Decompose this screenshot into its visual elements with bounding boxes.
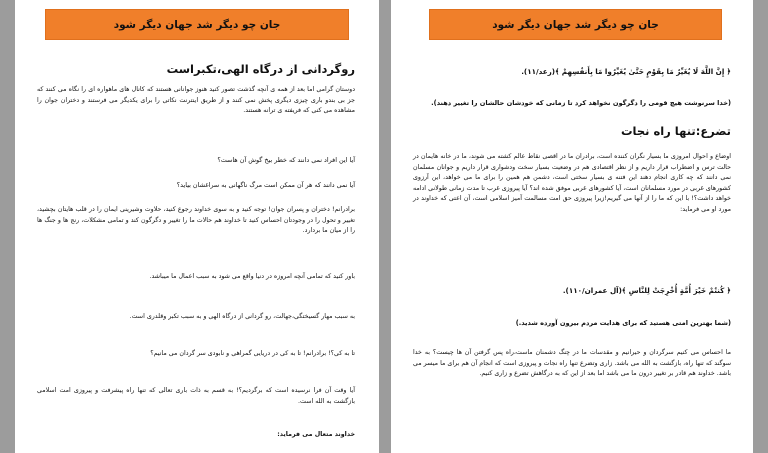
right-page-banner: جان چو دیگر شد جهان دیگر شود <box>429 9 722 40</box>
right-page <box>391 0 753 453</box>
right-paragraph-2: ما احساس می کنیم سرگردان و حیرانیم و مقدسات ما در چنگ دشمنان ماست،راه پس گرفتن آن ها چیست؟ به خدا سوگند که تنها راه، بازگشت به الله می باشد. زاری وتضرع تنها راه نجات و پیروزی است که انجام آن هم برای ما میسر می باشد. خداوند هم قادر بر تغییر درون ما می باشد اما بعد از این که به درگاهش تضرع و زاری کنیم. <box>413 349 731 377</box>
left-paragraph-6: آیا وقت آن فرا نرسیده است که برگردیم؟! به قسم به ذات باری تعالی که تنها راه پیشرفت و پیروزی امت اسلامی بازگشت به الله است. <box>37 387 355 405</box>
left-paragraph-3: باور کنید که تمامی آنچه امروزه در دنیا واقع می شود به سبب اعمال ما میباشد. <box>149 273 355 280</box>
right-page-heading: تضرع:تنها راه نجات <box>620 124 731 138</box>
left-paragraph-4: به سبب مهار گسیختگی،جهالت، رو گردانی از درگاه الهی و به سبب تکبر وقلدری است. <box>129 313 355 320</box>
left-paragraph-5: تا به کی؟! برادرانم! تا به کی در دریایی گمراهی و نابودی سر گردان می مانیم؟ <box>150 350 355 357</box>
right-translation-1: (خدا سرنوشت هیچ قومی را دگرگون نخواهد کرد تا زمانی که خودشان حالشان را تغییر دهند). <box>431 99 731 107</box>
right-ayah-1: ﴿ إِنَّ اللَّهَ لَا يُغَيِّرُ مَا بِقَوْمٍ حَتَّىٰ يُغَيِّرُوا مَا بِأَنفُسِهِمْ ﴾(رعد/١١). <box>521 67 731 76</box>
left-question-2: آیا نمی دانند که هر آن ممکن است مرگ ناگهانی به سراغشان بیاید؟ <box>176 181 355 189</box>
left-page-banner: جان چو دیگر شد جهان دیگر شود <box>45 9 349 40</box>
right-translation-2: (شما بهترین امتی هستید که برای هدایت مردم بیرون آورده شدید.) <box>515 319 731 327</box>
left-question-1: آیا این افراد نمی دانند که خطر بیخ گوش آن هاست؟ <box>217 156 355 164</box>
left-page <box>15 0 379 453</box>
left-page-heading: روگردانی از درگاه الهی،تکبراست <box>166 62 355 76</box>
left-footer-line: خداوند متعال می فرماید: <box>277 431 355 438</box>
right-paragraph-1: اوضاع و احوال امروزی ما بسیار نگران کننده است، برادران ما در اقصی نقاط عالم کشته می شوند، ما در خانه هایمان در حالت ترس و اضطراب قرار داریم و از نظر اقتصادی هم در وضعیت بسیار سخت ودشواری قرار داریم و جوانان مسلمان نمی دانند که چه کاری انجام دهند این فتنه ی بسیار سختی است، دشمن هم همین را برای ما می خواهد، این آرزوی کشورهای غربی در مورد مسلمانان است، آیا کشورهای غربی موفق شده اند؟ آیا پیروزی غرب تا مدت زمانی طولانی ادامه خواهد داشت؟! با این که ما را از آنها می گیریم!زیرا پیروزی حق امت مسالمت آمیز اسلامی است، آن اعتی که خداوند در مورد او می فرماید: <box>413 153 731 213</box>
right-ayah-2: ﴿ كُنتُمْ خَيْرَ أُمَّةٍ أُخْرِجَتْ لِلنَّاسِ ﴾(آل عمران/١١٠). <box>562 286 731 295</box>
left-paragraph-1: دوستان گرامی اما بعد از همه ی آنچه گذشت تصور کنید هنوز جوانانی هستند که کانال های ماهواره ای را نگاه می کنند که جز بی بندو باری چیزی دیگری پخش نمی کنند و از طریق اینترنت نکاتی را برای یکدیگر می فرستند و دختران جوان را مشاهده می کنی که فریفته ی ترانه هستند. <box>37 86 355 114</box>
left-paragraph-2: برادرانم! دختران و پسران جوان! توجه کنید و به سوی خداوند رجوع کنید، حلاوت وشیرینی ایمان را در قلب هایتان بچشید، تغییر و تحول را در وجودتان احساس کنید تا خداوند هم حالات ما را تغییر و دگرگون کند و تمامی مشکلات، رنج ها و جنگ ها را از میان ما بردارد. <box>37 206 355 234</box>
